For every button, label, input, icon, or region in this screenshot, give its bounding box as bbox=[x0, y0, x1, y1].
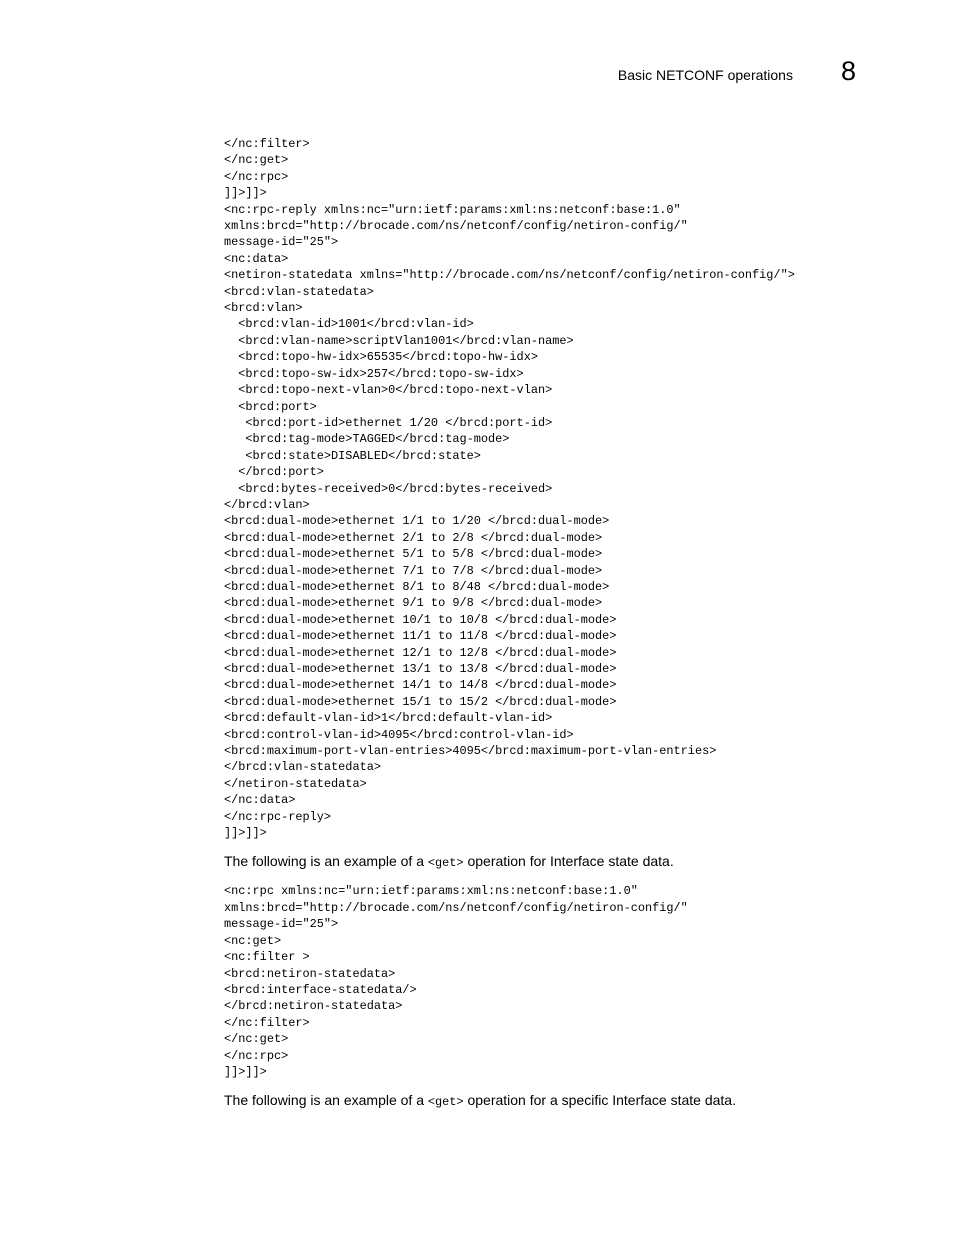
code-block-rpc-get-interface bbox=[224, 883, 884, 1080]
code-line: message-id="25"> bbox=[224, 235, 339, 250]
code-line: </nc:rpc> bbox=[224, 1048, 289, 1063]
code-line: ]]>]]> bbox=[224, 186, 267, 201]
code-block-rpc-reply bbox=[224, 136, 884, 841]
code-line: <brcd:dual-mode>ethernet 15/1 to 15/2 </brcd:dual-mode> bbox=[224, 694, 617, 709]
code-line: </nc:get> bbox=[224, 1032, 289, 1047]
code-line: <brcd:topo-next-vlan>0</brcd:topo-next-vlan> bbox=[224, 383, 553, 398]
code-line: ]]>]]> bbox=[224, 1064, 267, 1079]
code-line: <brcd:dual-mode>ethernet 12/1 to 12/8 </brcd:dual-mode> bbox=[224, 645, 617, 660]
paragraph-text-after: operation for a specific Interface state data. bbox=[463, 1092, 736, 1109]
code-line: <brcd:control-vlan-id>4095</brcd:control-vlan-id> bbox=[224, 727, 574, 742]
code-line: <brcd:state>DISABLED</brcd:state> bbox=[224, 448, 481, 463]
code-line: </nc:rpc-reply> bbox=[224, 809, 332, 824]
code-line: </brcd:vlan> bbox=[224, 497, 310, 512]
code-line: </brcd:port> bbox=[224, 465, 324, 480]
code-line: <brcd:port-id>ethernet 1/20 </brcd:port-id> bbox=[224, 415, 553, 430]
paragraph-specific-interface-example bbox=[224, 1091, 884, 1111]
code-line: <brcd:dual-mode>ethernet 1/1 to 1/20 </brcd:dual-mode> bbox=[224, 514, 610, 529]
code-line: <brcd:default-vlan-id>1</brcd:default-vlan-id> bbox=[224, 711, 553, 726]
code-line: xmlns:brcd="http://brocade.com/ns/netconf/config/netiron-config/" bbox=[224, 219, 688, 234]
code-line: <brcd:dual-mode>ethernet 14/1 to 14/8 </brcd:dual-mode> bbox=[224, 678, 617, 693]
code-line: <brcd:tag-mode>TAGGED</brcd:tag-mode> bbox=[224, 432, 510, 447]
code-line: <brcd:dual-mode>ethernet 10/1 to 10/8 </brcd:dual-mode> bbox=[224, 612, 617, 627]
code-line: <brcd:interface-statedata/> bbox=[224, 982, 417, 997]
code-line: <nc:get> bbox=[224, 933, 282, 948]
code-line: ]]>]]> bbox=[224, 826, 267, 841]
paragraph-text-after: operation for Interface state data. bbox=[463, 853, 674, 870]
code-line: <brcd:dual-mode>ethernet 2/1 to 2/8 </brcd:dual-mode> bbox=[224, 530, 603, 545]
code-line: </nc:rpc> bbox=[224, 169, 289, 184]
code-line: <brcd:dual-mode>ethernet 5/1 to 5/8 </brcd:dual-mode> bbox=[224, 547, 603, 562]
code-line: <brcd:maximum-port-vlan-entries>4095</brcd:maximum-port-vlan-entries> bbox=[224, 744, 717, 759]
code-line: xmlns:brcd="http://brocade.com/ns/netconf/config/netiron-config/" bbox=[224, 900, 688, 915]
code-line: <nc:filter > bbox=[224, 950, 310, 965]
paragraph-text-before: The following is an example of a bbox=[224, 1092, 428, 1109]
code-line: </brcd:netiron-statedata> bbox=[224, 999, 403, 1014]
code-line: <nc:data> bbox=[224, 251, 289, 266]
code-line: <nc:rpc xmlns:nc="urn:ietf:params:xml:ns:netconf:base:1.0" bbox=[224, 884, 638, 899]
chapter-number: 8 bbox=[840, 56, 856, 86]
code-line: </nc:filter> bbox=[224, 137, 310, 151]
code-line: <brcd:vlan-id>1001</brcd:vlan-id> bbox=[224, 317, 474, 332]
code-line: <brcd:vlan-name>scriptVlan1001</brcd:vlan-name> bbox=[224, 333, 574, 348]
code-line: <brcd:dual-mode>ethernet 11/1 to 11/8 </brcd:dual-mode> bbox=[224, 629, 617, 644]
inline-code-get: <get> bbox=[427, 856, 464, 871]
section-title: Basic NETCONF operations bbox=[617, 67, 793, 83]
code-line: message-id="25"> bbox=[224, 917, 339, 932]
code-line: <brcd:topo-sw-idx>257</brcd:topo-sw-idx> bbox=[224, 366, 524, 381]
code-line: <brcd:netiron-statedata> bbox=[224, 966, 396, 981]
page-header bbox=[618, 58, 856, 85]
code-line: <brcd:dual-mode>ethernet 8/1 to 8/48 </brcd:dual-mode> bbox=[224, 579, 610, 594]
code-line: </netiron-statedata> bbox=[224, 776, 367, 791]
page-content bbox=[224, 136, 884, 1111]
code-line: </nc:filter> bbox=[224, 1015, 310, 1030]
code-line: <brcd:vlan-statedata> bbox=[224, 284, 374, 299]
code-line: </brcd:vlan-statedata> bbox=[224, 760, 381, 775]
code-line: <brcd:dual-mode>ethernet 9/1 to 9/8 </brcd:dual-mode> bbox=[224, 596, 603, 611]
code-line: <brcd:dual-mode>ethernet 7/1 to 7/8 </brcd:dual-mode> bbox=[224, 563, 603, 578]
code-line: <brcd:bytes-received>0</brcd:bytes-received> bbox=[224, 481, 553, 496]
code-line: <nc:rpc-reply xmlns:nc="urn:ietf:params:xml:ns:netconf:base:1.0" bbox=[224, 202, 681, 217]
code-line: <brcd:vlan> bbox=[224, 301, 303, 316]
code-line: <brcd:topo-hw-idx>65535</brcd:topo-hw-idx> bbox=[224, 350, 538, 365]
paragraph-text-before: The following is an example of a bbox=[224, 853, 428, 870]
code-line: </nc:get> bbox=[224, 153, 289, 168]
code-line: </nc:data> bbox=[224, 793, 296, 808]
paragraph-interface-state-example bbox=[224, 852, 884, 872]
code-line: <brcd:dual-mode>ethernet 13/1 to 13/8 </brcd:dual-mode> bbox=[224, 662, 617, 676]
code-line: <brcd:port> bbox=[224, 399, 317, 414]
inline-code-get: <get> bbox=[427, 1095, 464, 1110]
code-line: <netiron-statedata xmlns="http://brocade.com/ns/netconf/config/netiron-config/"> bbox=[224, 268, 795, 283]
